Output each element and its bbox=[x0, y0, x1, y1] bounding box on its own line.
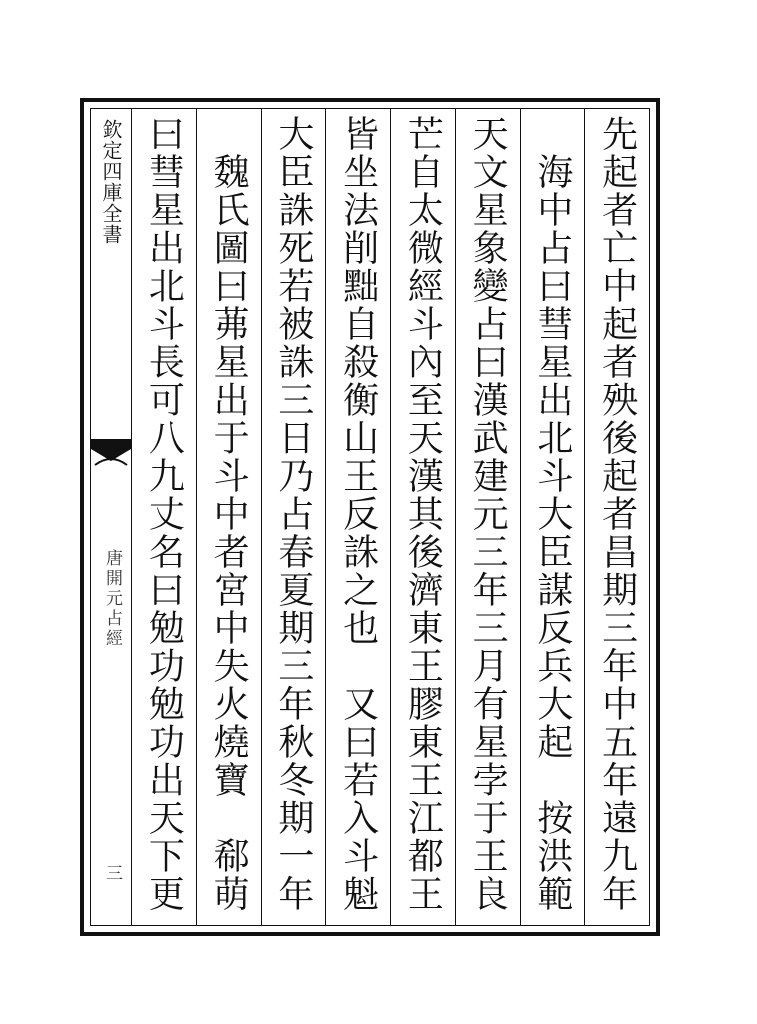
column-rule bbox=[196, 109, 197, 925]
page-number: 三 bbox=[102, 864, 122, 881]
text-column: 皆坐法削黜自殺衡山王反誅之也 又曰若入斗魁 bbox=[337, 115, 379, 913]
text-column: 芒自太微經斗內至天漢其後濟東王膠東王江都王 bbox=[402, 115, 444, 913]
margin-strip bbox=[91, 109, 132, 925]
collection-title: 欽定四庫全書 bbox=[99, 119, 123, 245]
column-rule bbox=[261, 109, 262, 925]
fishtail-mark-icon bbox=[91, 439, 131, 473]
text-column: 海中占曰彗星出北斗大臣謀反兵大起 按洪範 bbox=[531, 115, 573, 913]
column-rule bbox=[325, 109, 326, 925]
column-rule bbox=[520, 109, 521, 925]
text-column: 曰彗星出北斗長可八九丈名曰勉功勉功出天下更 bbox=[143, 115, 185, 913]
text-column: 天文星象變占曰漢武建元三年三月有星孛于王良 bbox=[467, 115, 509, 913]
text-column: 魏氏圖曰茀星出于斗中者宮中失火燒寶 郗萌 bbox=[208, 115, 250, 913]
text-column: 大臣誅死若被誅三日乃占春夏期三年秋冬期一年 bbox=[272, 115, 314, 913]
text-column: 先起者亡中起者殃後起者昌期三年中五年遠九年 bbox=[596, 115, 638, 913]
page-inner-border bbox=[90, 108, 650, 926]
page-frame bbox=[80, 98, 660, 936]
column-rule bbox=[584, 109, 585, 925]
column-rule bbox=[455, 109, 456, 925]
column-rule bbox=[390, 109, 391, 925]
book-title: 唐開元占經 bbox=[102, 549, 122, 649]
